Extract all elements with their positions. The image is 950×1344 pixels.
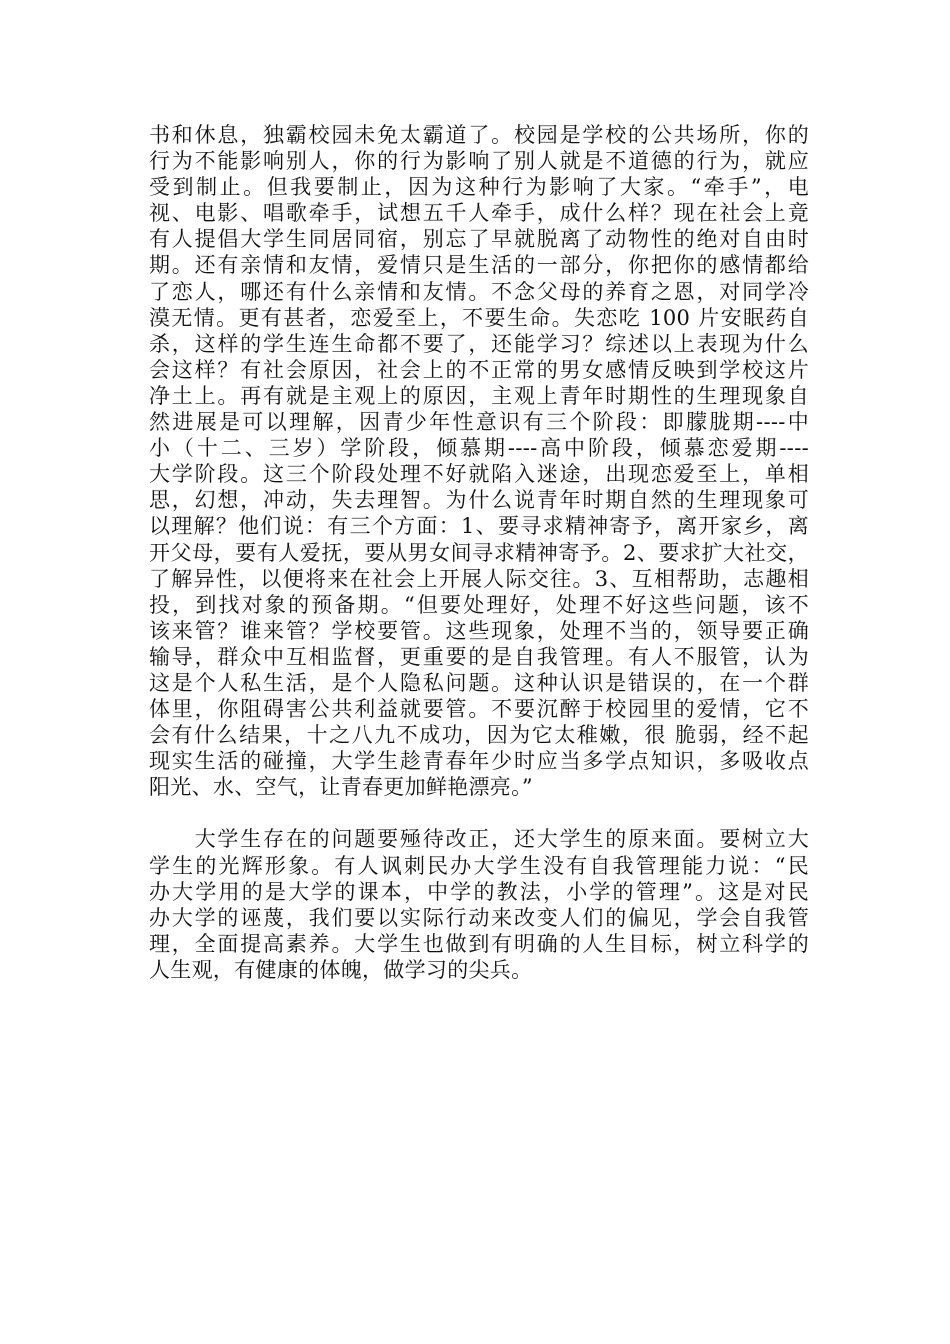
text-line: 输导，群众中互相监督，更重要的是自我管理。有人不服管，认为 — [149, 644, 809, 669]
text-line: 体里，你阻碍害公共利益就要管。不要沉醉于校园里的爱情，它不 — [149, 697, 809, 722]
text-line: 大学阶段。这三个阶段处理不好就陷入迷途，出现恋爱至上，单相 — [149, 462, 809, 487]
text-line: 大学生存在的问题要殛待改正，还大学生的原来面。要树立大 — [149, 827, 809, 852]
text-line: 然进展是可以理解，因青少年性意识有三个阶段：即朦胧期----中 — [149, 410, 809, 435]
text-line: 杀，这样的学生连生命都不要了，还能学习？综述以上表现为什么 — [149, 331, 809, 356]
text-line: 漠无情。更有甚者，恋爱至上，不要生命。失恋吃 100 片安眠药自 — [149, 305, 809, 330]
text-line: 会这样？有社会原因，社会上的不正常的男女感情反映到学校这片 — [149, 357, 809, 382]
text-line: 小（十二、三岁）学阶段，倾慕期----高中阶段，倾慕恋爱期---- — [149, 436, 809, 461]
text-line: 期。还有亲情和友情，爱情只是生活的一部分，你把你的感情都给 — [149, 253, 809, 278]
text-line: 理，全面提高素养。大学生也做到有明确的人生目标，树立科学的 — [149, 931, 809, 956]
paragraph-2 — [149, 826, 809, 983]
text-line: 现实生活的碰撞，大学生趁青春年少时应当多学点知识，多吸收点 — [149, 749, 809, 774]
text-line: 会有什么结果，十之八九不成功，因为它太稚嫩，很 脆弱，经不起 — [149, 723, 809, 748]
text-line: 投，到找对象的预备期。“但要处理好，处理不好这些问题，该不 — [149, 592, 809, 617]
text-line: 了解异性，以便将来在社会上开展人际交往。3、互相帮助，志趣相 — [149, 566, 809, 591]
text-line: 受到制止。但我要制止，因为这种行为影响了大家。“牵手”，电 — [149, 175, 809, 200]
text-line: 以理解？他们说：有三个方面：1、要寻求精神寄予，离开家乡，离 — [149, 514, 809, 539]
text-line: 办大学的诬蔑，我们要以实际行动来改变人们的偏见，学会自我管 — [149, 905, 809, 930]
text-line: 书和休息，独霸校园未免太霸道了。校园是学校的公共场所，你的 — [149, 123, 809, 147]
document-body — [149, 122, 809, 983]
text-line: 阳光、水、空气，让青春更加鲜艳漂亮。” — [149, 775, 533, 800]
text-line: 开父母，要有人爱抚，要从男女间寻求精神寄予。2、要求扩大社交， — [149, 540, 809, 565]
text-line: 了恋人，哪还有什么亲情和友情。不念父母的养育之恩，对同学冷 — [149, 279, 809, 304]
text-line: 视、电影、唱歌牵手，试想五千人牵手，成什么样？现在社会上竟 — [149, 201, 809, 226]
text-line: 该来管？谁来管？学校要管。这些现象，处理不当的，领导要正确 — [149, 618, 809, 643]
text-line: 办大学用的是大学的课本，中学的教法，小学的管理”。这是对民 — [149, 879, 809, 904]
text-line: 有人提倡大学生同居同宿，别忘了早就脱离了动物性的绝对自由时 — [149, 227, 809, 252]
text-line: 净土上。再有就是主观上的原因，主观上青年时期性的生理现象自 — [149, 383, 809, 408]
paragraph-spacer — [149, 800, 809, 826]
text-line: 学生的光辉形象。有人讽刺民办大学生没有自我管理能力说：“民 — [149, 853, 809, 878]
text-line: 这是个人私生活，是个人隐私问题。这种认识是错误的，在一个群 — [149, 670, 809, 695]
paragraph-1 — [149, 122, 809, 800]
text-line: 行为不能影响别人，你的行为影响了别人就是不道德的行为，就应 — [149, 149, 809, 174]
text-line: 人生观，有健康的体魄，做学习的尖兵。 — [149, 957, 533, 982]
text-line: 思，幻想，冲动，失去理智。为什么说青年时期自然的生理现象可 — [149, 488, 809, 513]
